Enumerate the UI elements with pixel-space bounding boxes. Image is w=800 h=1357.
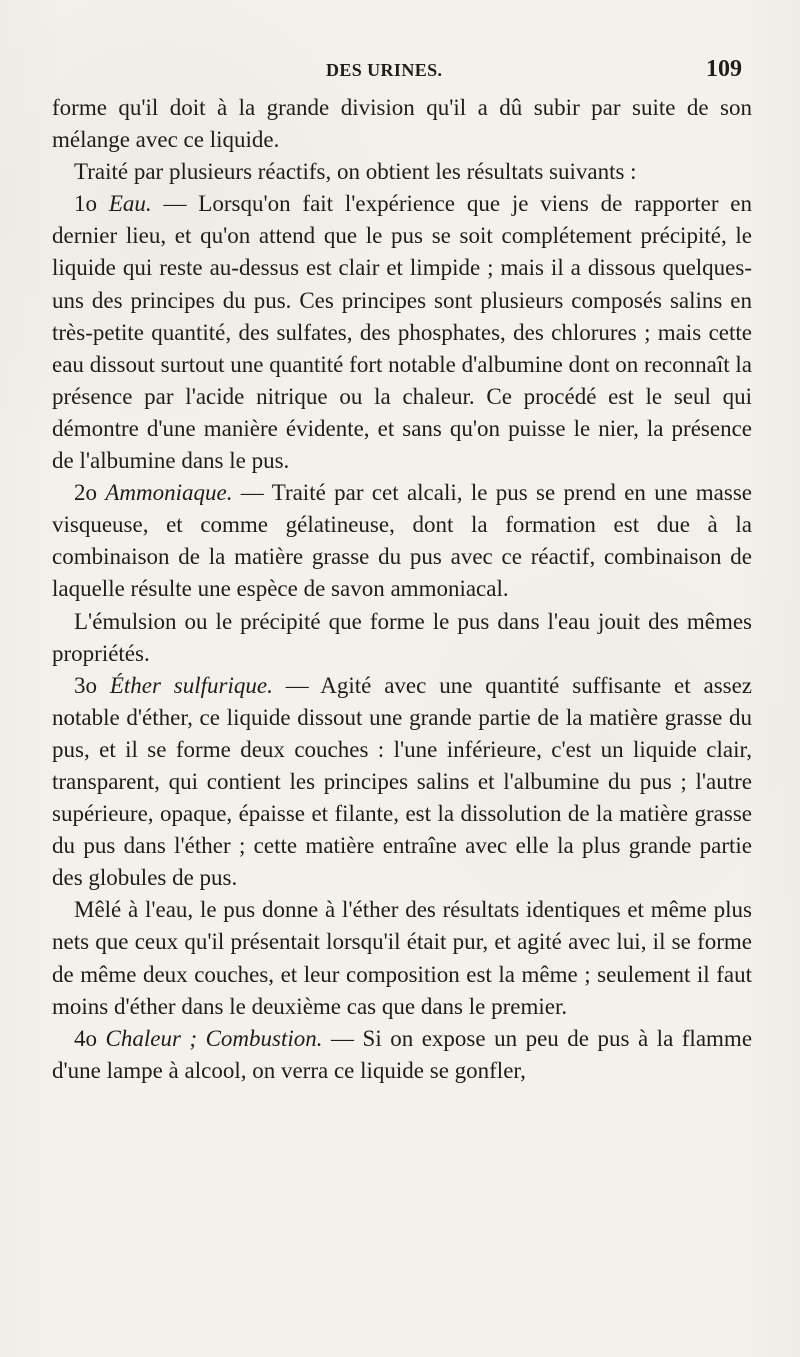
body-text [52,92,752,1087]
paragraph-7-text: Mêlé à l'eau, le pus donne à l'éther des résultats identiques et même plus nets que ceux qu'il présentait lorsqu'il était pur, et agité avec lui, il se forme de même deux couches, et leur composition est la même ; seulement il faut moins d'éther dans le deuxième cas que dans le premier. [52,897,752,1019]
paragraph-6 [52,670,752,895]
paragraph-4-text: Traité par cet alcali, le pus se prend en une masse visqueuse, et comme gélatineuse, dont la formation est due à la combinaison de la matière grasse du pus avec ce réactif, combinaison de laquelle résulte une espèce de savon ammoniacal. [52,480,752,602]
paragraph-3 [52,188,752,477]
paragraph-7 [52,894,752,1022]
item-number-3: 3o [74,672,97,698]
item-label-2: Ammoniaque. [105,480,233,506]
item-dash-1: — [151,191,199,217]
item-label-1: Eau. [108,191,152,217]
running-header [52,56,752,90]
paragraph-5-text: L'émulsion ou le précipité que forme le pus dans l'eau jouit des mêmes propriétés. [52,608,752,666]
paragraph-5 [52,606,752,670]
paragraph-8 [52,1023,752,1087]
item-label-4: Chaleur ; Combustion. [105,1025,323,1051]
paragraph-6-text: Agité avec une quantité suffisante et assez notable d'éther, ce liquide dissout une grande partie de la matière grasse du pus, et il se forme deux couches : l'une inférieure, c'est un liquide clair, transparent, qui contient les principes salins et l'albumine du pus ; l'autre supérieure, opaque, épaisse et filante, est la dissolution de la matière grasse du pus dans l'éther ; cette matière entraîne avec elle la plus grande partie des globules de pus. [52,672,753,891]
item-dash-3: — [272,672,321,698]
paragraph-8-text: Si on expose un peu de pus à la flamme d'une lampe à alcool, on verra ce liquide se gonfler, [52,1025,753,1083]
item-number-1: 1o [74,191,97,217]
paragraph-1 [52,92,752,156]
paragraph-2-text: Traité par plusieurs réactifs, on obtient les résultats suivants : [74,159,637,185]
page-number: 109 [706,56,742,82]
paragraph-1-text: forme qu'il doit à la grande division qu'il a dû subir par suite de son mélange avec ce liquide. [52,95,752,153]
item-number-4: 4o [74,1025,97,1051]
item-dash-2: — [232,480,272,506]
item-label-3: Éther sulfurique. [109,672,273,698]
item-dash-4: — [322,1025,363,1051]
header-title: DES URINES. [326,60,443,80]
paragraph-2 [52,156,752,188]
paragraph-3-text: Lorsqu'on fait l'expérience que je viens de rapporter en dernier lieu, et qu'on attend que le pus se soit complétement précipité, le liquide qui reste au-dessus est clair et limpide ; mais il a dissous quelques-uns des principes du pus. Ces principes sont plusieurs composés salins en très-petite quantité, des sulfates, des phosphates, des chlorures ; mais cette eau dissout surtout une quantité fort notable d'albumine dont on reconnaît la présence par l'acide nitrique ou la chaleur. Ce procédé est le seul qui démontre d'une manière évidente, et sans qu'on puisse le nier, la présence de l'albumine dans le pus. [52,191,753,474]
item-number-2: 2o [74,480,97,506]
paragraph-4 [52,477,752,605]
